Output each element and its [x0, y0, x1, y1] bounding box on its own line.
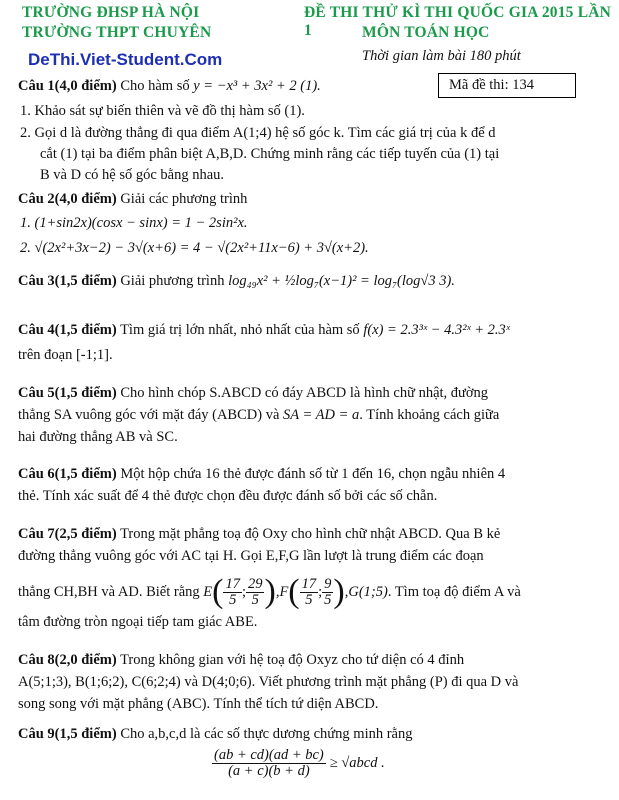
site-watermark: DeThi.Viet-Student.Com	[28, 50, 223, 69]
point-e-y: $\frac{29}{5}$	[247, 575, 263, 608]
question-1-label: Câu 1(4,0 điểm)	[18, 78, 117, 94]
question-4	[18, 322, 510, 339]
question-5	[18, 385, 488, 402]
question-7-line-1: Trong mặt phẳng toạ độ Oxy cho hình chữ nhật ABCD. Qua B kẻ	[120, 526, 501, 542]
question-1-item-1: 1. Khảo sát sự biến thiên và vẽ đồ thị hàm số (1).	[20, 103, 305, 119]
question-7-line-3: thẳng CH,BH và AD. Biết rằng E ( $\frac{17}{5}$ ; $\frac{29}{5}$ ) ,F ( $\frac{17}{5}$ ; $\frac{9}{5}$ ) ,G(1;5) . Tìm toạ độ điểm A và	[18, 573, 521, 610]
question-5-line-2-tail: . Tính khoảng cách giữa	[359, 407, 500, 423]
school-name-line1: TRƯỜNG ĐHSP HÀ NỘI	[22, 4, 200, 21]
question-7-line-4: tâm đường tròn ngoại tiếp tam giác ABE.	[18, 614, 258, 630]
question-2-label: Câu 2(4,0 điểm)	[18, 191, 117, 207]
question-7-line-3-text: thẳng CH,BH và AD. Biết rằng	[18, 583, 200, 600]
question-1-intro: Cho hàm số	[120, 78, 190, 94]
question-2-eq-1: 1. (1+sin2x)(cosx − sinx) = 1 − 2sin²x.	[20, 215, 248, 231]
question-5-formula: SA = AD = a	[283, 407, 360, 423]
question-5-line-1: Cho hình chóp S.ABCD có đáy ABCD là hình chữ nhật, đường	[120, 385, 489, 401]
question-3	[18, 273, 455, 290]
question-9-fraction	[212, 748, 326, 779]
question-7-line-3-tail: . Tìm toạ độ điểm A và	[387, 583, 521, 600]
question-5-line-3: hai đường thẳng AB và SC.	[18, 429, 178, 445]
question-7	[18, 526, 500, 543]
question-9-line-1: Cho a,b,c,d là các số thực dương chứng minh rằng	[120, 726, 413, 742]
question-2-intro: Giải các phương trình	[120, 191, 248, 207]
exam-time: Thời gian làm bài 180 phút	[362, 48, 521, 64]
question-3-intro: Giải phương trình	[120, 273, 225, 289]
question-5-label: Câu 5(1,5 điểm)	[18, 385, 117, 401]
subject-title: MÔN TOÁN HỌC	[362, 24, 490, 41]
question-8-label: Câu 8(2,0 điểm)	[18, 652, 117, 668]
point-g: ,G(1;5)	[344, 583, 388, 600]
question-6-line-1: Một hộp chứa 16 thẻ được đánh số từ 1 đến 16, chọn ngẫu nhiên 4	[120, 466, 506, 482]
question-5-line-2	[18, 407, 499, 424]
question-6	[18, 466, 505, 483]
question-4-line-2: trên đoạn [-1;1].	[18, 347, 113, 363]
question-9-numerator: (ab + cd)(ad + bc)	[214, 747, 324, 763]
question-8-line-3: song song với mặt phẳng (ABC). Tính thể tích tứ diện ABCD.	[18, 696, 379, 712]
question-9-label: Câu 9(1,5 điểm)	[18, 726, 117, 742]
point-f-y: $\frac{9}{5}$	[324, 575, 332, 608]
question-2	[18, 191, 247, 208]
question-4-formula: f(x) = 2.3³ˣ − 4.3²ˣ + 2.3ˣ	[363, 322, 510, 338]
question-3-formula: log₄₉x² + ½log₇(x−1)² = log₇(log√3 3).	[228, 273, 455, 289]
question-1-formula: y = −x³ + 3x² + 2 (1).	[193, 78, 321, 94]
question-9-inequality	[212, 748, 385, 779]
question-6-label: Câu 6(1,5 điểm)	[18, 466, 117, 482]
question-7-line-2: đường thẳng vuông góc với AC tại H. Gọi E,F,G lần lượt là trung điểm các đoạn	[18, 548, 484, 564]
question-2-eq-2: 2. √(2x²+3x−2) − 3√(x+6) = 4 − √(2x²+11x−6) + 3√(x+2).	[20, 240, 369, 256]
question-9-denominator: (a + c)(b + d)	[228, 763, 310, 779]
question-7-label: Câu 7(2,5 điểm)	[18, 526, 117, 542]
question-4-label: Câu 4(1,5 điểm)	[18, 322, 117, 338]
question-8-line-1: Trong không gian với hệ toạ độ Oxyz cho tứ diện có 4 đỉnh	[120, 652, 465, 668]
exam-code-box: Mã đề thi: 134	[438, 73, 576, 98]
school-name-line2: TRƯỜNG THPT CHUYÊN	[22, 24, 212, 41]
question-3-label: Câu 3(1,5 điểm)	[18, 273, 117, 289]
exam-title: ĐỀ THI THỬ KÌ THI QUỐC GIA 2015 LẦN 1	[304, 4, 612, 39]
point-f-label: ,F	[275, 583, 289, 600]
point-f-x: $\frac{17}{5}$	[301, 575, 317, 608]
question-9	[18, 726, 413, 743]
question-1-item-2-cont2: B và D có hệ số góc bằng nhau.	[40, 167, 225, 183]
point-e-label: E	[203, 583, 213, 600]
question-8-line-2: A(5;1;3), B(1;6;2), C(6;2;4) và D(4;0;6). Viết phương trình mặt phẳng (P) đi qua D và	[18, 674, 519, 690]
question-5-line-2-text: thẳng SA vuông góc với mặt đáy (ABCD) và	[18, 407, 280, 423]
question-6-line-2: thẻ. Tính xác suất để 4 thẻ được chọn đều được đánh số bởi các số chẵn.	[18, 488, 438, 504]
question-8	[18, 652, 464, 669]
point-e-x: $\frac{17}{5}$	[225, 575, 240, 608]
question-9-rhs: ≥ √abcd .	[329, 755, 385, 771]
question-1-item-2: 2. Gọi d là đường thẳng đi qua điểm A(1;4) hệ số góc k. Tìm các giá trị của k để d	[20, 125, 496, 141]
question-1	[18, 78, 321, 95]
question-4-text: Tìm giá trị lớn nhất, nhỏ nhất của hàm số	[120, 322, 360, 338]
question-1-item-2-cont: cắt (1) tại ba điểm phân biệt A,B,D. Chứng minh rằng các tiếp tuyến của (1) tại	[40, 146, 500, 162]
